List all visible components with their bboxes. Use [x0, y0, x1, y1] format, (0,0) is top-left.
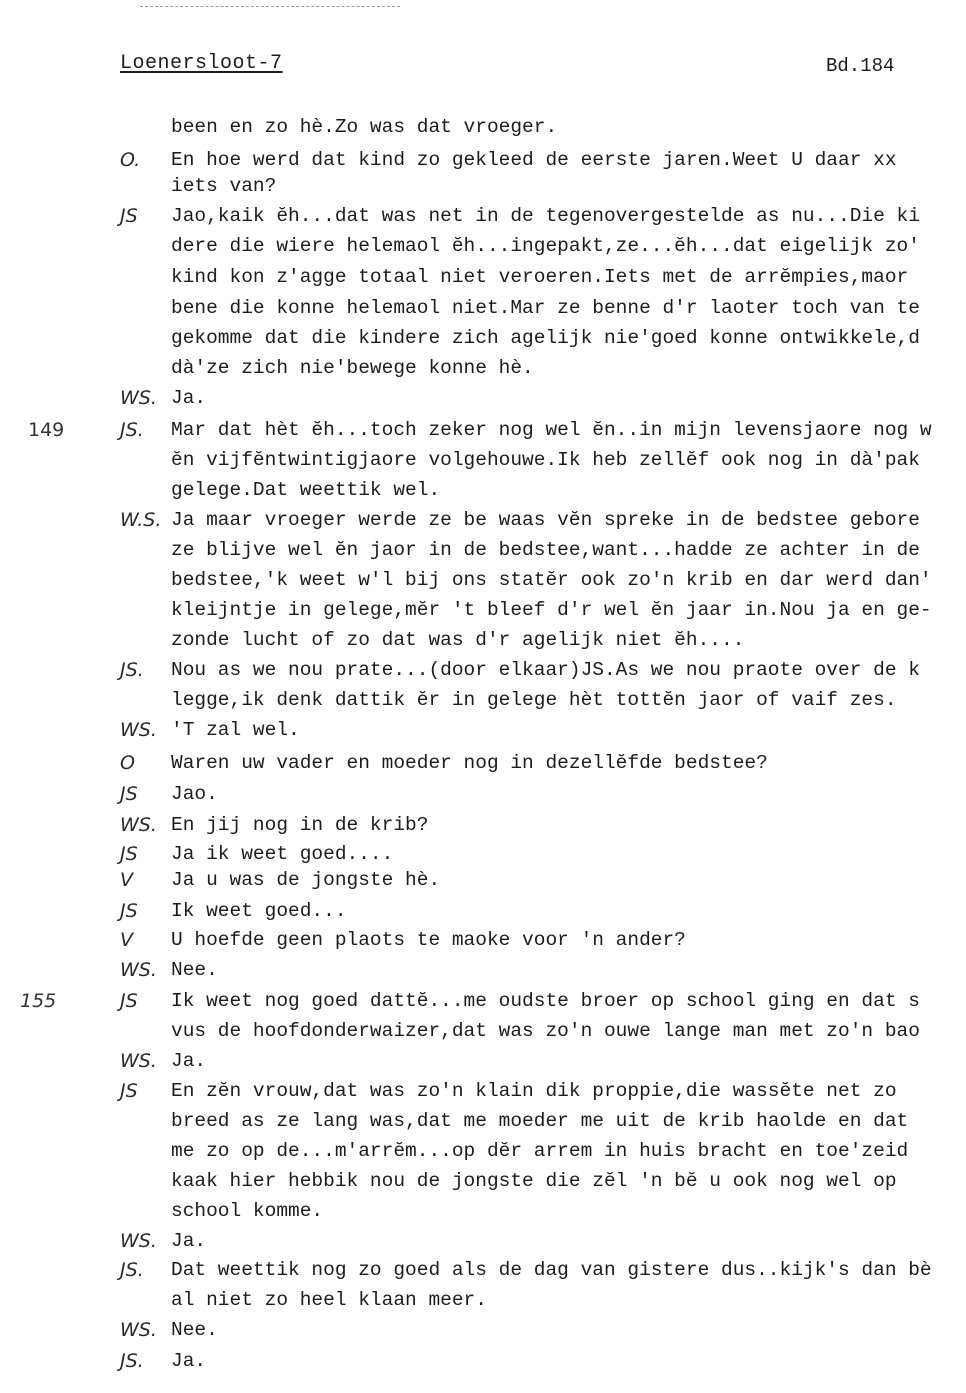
line-text: ĕn vijfĕntwintigjaore volgehouwe.Ik heb zellĕf ook nog in dà'pak: [171, 449, 920, 471]
transcript-line: [0, 957, 966, 983]
transcript-line: [0, 477, 966, 503]
line-text: vus de hoofdonderwaizer,dat was zo'n ouwe lange man met zo'n bao: [171, 1020, 920, 1042]
line-text: Ik weet nog goed dattĕ...me oudste broer op school ging en dat s: [171, 990, 920, 1012]
line-text: been en zo hè.Zo was dat vroeger.: [171, 116, 558, 138]
line-text: Dat weettik nog zo goed als de dag van gistere dus..kijk's dan bè: [171, 1259, 932, 1281]
transcript-line: [0, 812, 966, 838]
transcript-line: [0, 537, 966, 563]
transcript-line: [0, 1078, 966, 1104]
transcript-line: [0, 355, 966, 381]
transcript-line: [0, 1048, 966, 1074]
speaker-label: W.S.: [120, 509, 162, 531]
transcript-line: [0, 781, 966, 807]
line-text: bedstee,'k weet w'l bij ons statĕr ook zo'n krib en dar werd dan': [171, 569, 932, 591]
speaker-label: WS.: [120, 1319, 157, 1341]
line-text: dere die wiere helemaol ĕh...ingepakt,ze...ĕh...dat eigelijk zo': [171, 235, 920, 257]
transcript-line: [0, 147, 966, 173]
speaker-label: WS.: [120, 387, 157, 409]
speaker-label: JS: [120, 783, 138, 805]
line-text: Ja.: [171, 1350, 207, 1372]
transcript-line: [0, 988, 966, 1014]
speaker-label: JS: [120, 990, 138, 1012]
transcript-line: [0, 1317, 966, 1343]
transcript-line: [0, 233, 966, 259]
transcript-line: [0, 1348, 966, 1374]
header-page-ref: Bd.184: [826, 55, 895, 77]
transcript-line: [0, 1108, 966, 1134]
transcript-line: [0, 1257, 966, 1283]
speaker-label: V: [120, 869, 133, 891]
line-text: En jij nog in de krib?: [171, 814, 429, 836]
margin-number: 149: [28, 419, 65, 441]
line-text: Ja u was de jongste hè.: [171, 869, 441, 891]
speaker-label: JS.: [120, 419, 144, 441]
transcript-line: [0, 597, 966, 623]
transcript-line: [0, 927, 966, 953]
transcript-line: [0, 750, 966, 776]
header-title: Loenersloot-7: [120, 52, 283, 75]
speaker-label: JS: [120, 205, 138, 227]
transcript-line: [0, 1228, 966, 1254]
line-text: zonde lucht of zo dat was d'r agelijk niet ĕh....: [171, 629, 745, 651]
line-text: En hoe werd dat kind zo gekleed de eerste jaren.Weet U daar xx: [171, 149, 897, 171]
line-text: U hoefde geen plaots te maoke voor 'n ander?: [171, 929, 686, 951]
speaker-label: WS.: [120, 1230, 157, 1252]
transcript-line: [0, 687, 966, 713]
speaker-label: O: [120, 752, 135, 774]
transcript-line: [0, 1198, 966, 1224]
line-text: kaak hier hebbik nou de jongste die zĕl 'n bĕ u ook nog wel op: [171, 1170, 897, 1192]
line-text: Ja maar vroeger werde ze be waas vĕn spreke in de bedstee gebore: [171, 509, 920, 531]
line-text: gelege.Dat weettik wel.: [171, 479, 441, 501]
speaker-label: WS.: [120, 814, 157, 836]
line-text: Ja ik weet goed....: [171, 843, 394, 865]
line-text: bene die konne helemaol niet.Mar ze benne d'r laoter toch van te: [171, 297, 920, 319]
line-text: Ik weet goed...: [171, 900, 347, 922]
transcript-line: [0, 627, 966, 653]
line-text: al niet zo heel klaan meer.: [171, 1289, 487, 1311]
speaker-label: O.: [120, 149, 141, 171]
line-text: En zĕn vrouw,dat was zo'n klain dik proppie,die wassĕte net zo: [171, 1080, 897, 1102]
transcript-line: [0, 1018, 966, 1044]
transcript-line: [0, 898, 966, 924]
line-text: Ja.: [171, 1230, 207, 1252]
transcript-line: [0, 417, 966, 443]
speaker-label: JS.: [120, 1259, 144, 1281]
line-text: gekomme dat die kindere zich agelijk nie'goed konne ontwikkele,d: [171, 327, 920, 349]
transcript-line: [0, 717, 966, 743]
speaker-label: JS: [120, 1080, 138, 1102]
transcript-line: [0, 1287, 966, 1313]
transcript-line: [0, 447, 966, 473]
transcript-line: [0, 1138, 966, 1164]
speaker-label: JS: [120, 843, 138, 865]
speaker-label: JS.: [120, 1350, 144, 1372]
line-text: 'T zal wel.: [171, 719, 300, 741]
transcript-line: [0, 1168, 966, 1194]
line-text: breed as ze lang was,dat me moeder me uit de krib haolde en dat: [171, 1110, 909, 1132]
speaker-label: JS: [120, 900, 138, 922]
line-text: iets van?: [171, 175, 277, 197]
transcript-line: [0, 264, 966, 290]
line-text: school komme.: [171, 1200, 324, 1222]
line-text: Ja.: [171, 387, 207, 409]
speaker-label: V: [120, 929, 133, 951]
line-text: Jao,kaik ĕh...dat was net in de tegenovergestelde as nu...Die ki: [171, 205, 920, 227]
transcript-line: [0, 173, 966, 199]
line-text: Ja.: [171, 1050, 207, 1072]
line-text: Waren uw vader en moeder nog in dezellĕfde bedstee?: [171, 752, 768, 774]
line-text: Mar dat hèt ĕh...toch zeker nog wel ĕn..in mijn levensjaore nog w: [171, 419, 932, 441]
line-text: dà'ze zich nie'bewege konne hè.: [171, 357, 534, 379]
top-rule: [140, 6, 400, 7]
transcript-line: [0, 385, 966, 411]
speaker-label: JS.: [120, 659, 144, 681]
line-text: Jao.: [171, 783, 218, 805]
line-text: kind kon z'agge totaal niet veroeren.Iets met de arrĕmpies,maor: [171, 266, 909, 288]
transcript-line: [0, 867, 966, 893]
line-text: Nou as we nou prate...(door elkaar)JS.As we nou praote over de k: [171, 659, 920, 681]
transcript-line: [0, 841, 966, 867]
line-text: kleijntje in gelege,mĕr 't bleef d'r wel ĕn jaar in.Nou ja en ge-: [171, 599, 932, 621]
line-text: Nee.: [171, 959, 218, 981]
transcript-line: [0, 567, 966, 593]
transcript-line: [0, 114, 966, 140]
transcript-line: [0, 507, 966, 533]
line-text: legge,ik denk dattik ĕr in gelege hèt tottĕn jaor of vaif zes.: [171, 689, 897, 711]
margin-number: 155: [20, 990, 57, 1012]
line-text: me zo op de...m'arrĕm...op dĕr arrem in huis bracht en toe'zeid: [171, 1140, 909, 1162]
transcript-line: [0, 203, 966, 229]
line-text: Nee.: [171, 1319, 218, 1341]
speaker-label: WS.: [120, 719, 157, 741]
transcript-line: [0, 657, 966, 683]
line-text: ze blijve wel ĕn jaor in de bedstee,want...hadde ze achter in de: [171, 539, 920, 561]
transcript-line: [0, 295, 966, 321]
transcript-line: [0, 325, 966, 351]
speaker-label: WS.: [120, 1050, 157, 1072]
speaker-label: WS.: [120, 959, 157, 981]
